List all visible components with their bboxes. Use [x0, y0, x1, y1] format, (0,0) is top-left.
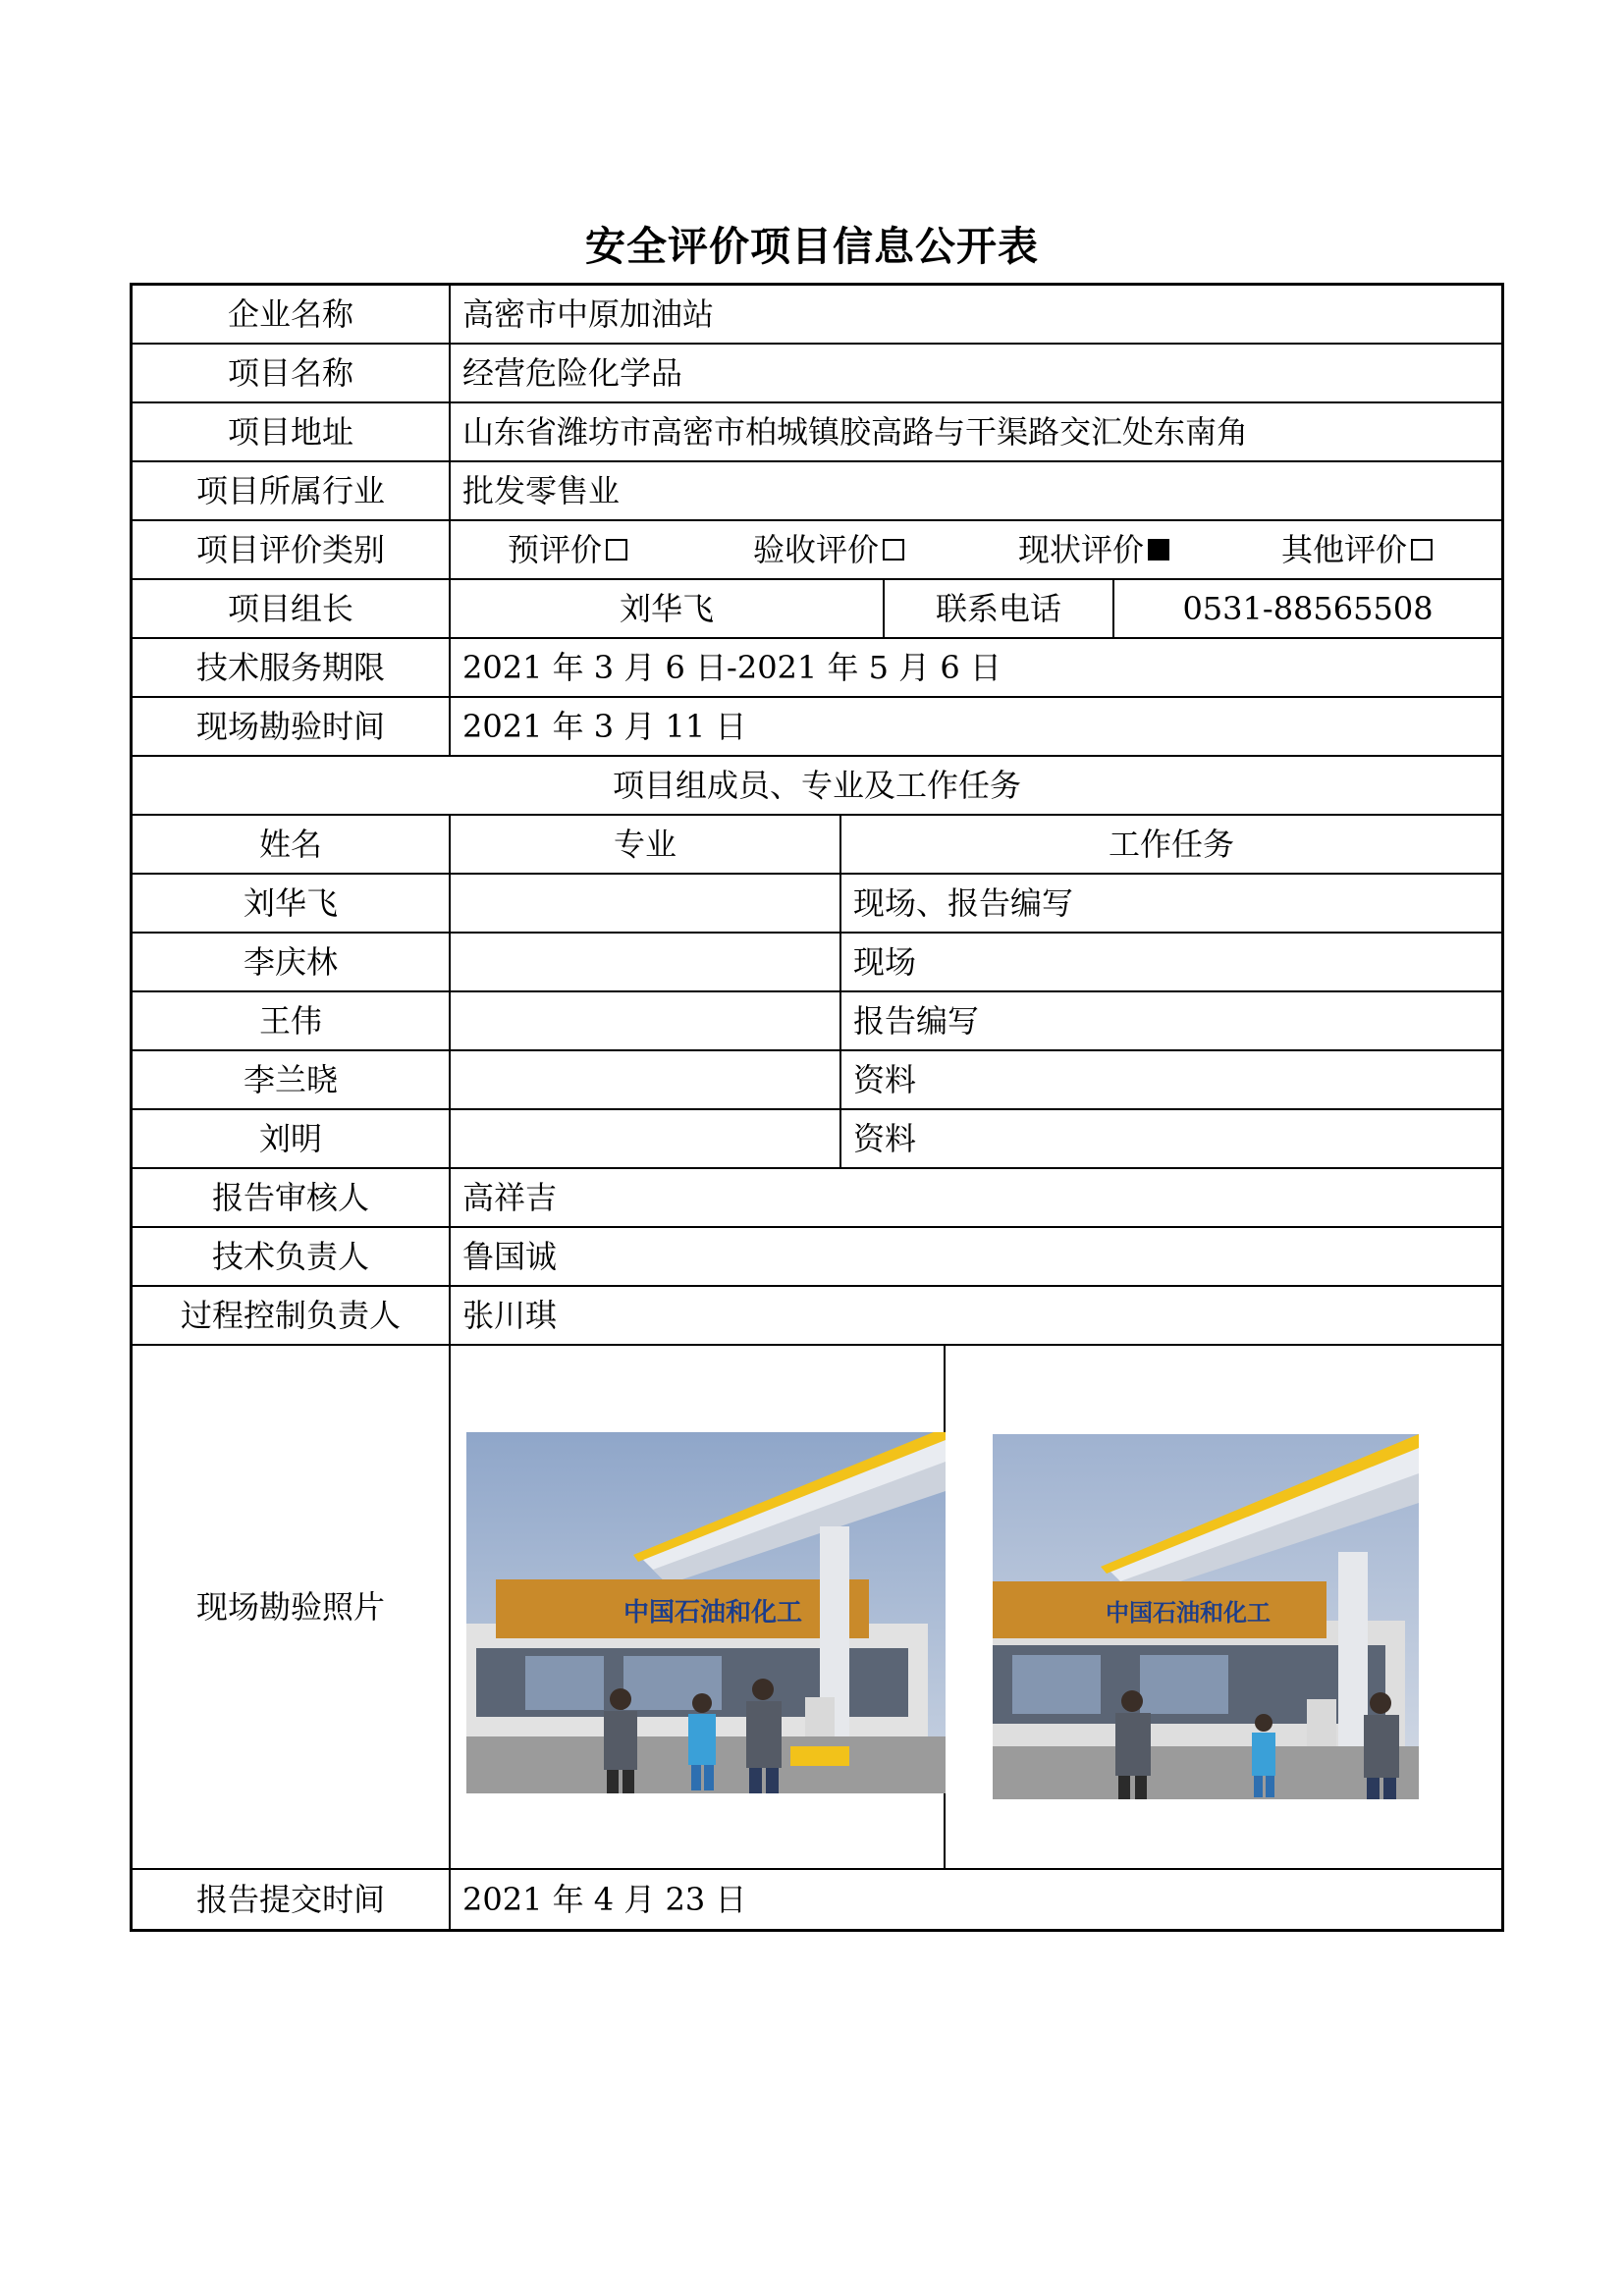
service-period-value: 2021 年 3 月 6 日-2021 年 5 月 6 日 [462, 649, 1001, 686]
phone-value: 0531-88565508 [1182, 590, 1434, 627]
signage-text: 中国石油和化工 [1106, 1599, 1271, 1627]
member-major [451, 875, 839, 932]
project-name-label: 项目名称 [227, 354, 353, 392]
option-label: 现状评价 [1018, 531, 1145, 568]
members-heading: 项目组成员、专业及工作任务 [612, 767, 1021, 804]
checkbox-icon[interactable] [1411, 539, 1433, 561]
option-label: 验收评价 [753, 531, 880, 568]
member-name: 李兰晓 [243, 1061, 338, 1098]
member-major [451, 1110, 839, 1167]
member-task: 现场、报告编写 [853, 884, 1074, 922]
member-task: 报告编写 [853, 1002, 980, 1040]
project-address-value: 山东省潍坊市高密市柏城镇胶高路与干渠路交汇处东南角 [462, 413, 1249, 451]
column-header-task: 工作任务 [1108, 826, 1234, 863]
evaluation-category-label: 项目评价类别 [195, 531, 385, 568]
process-control-value: 张川琪 [462, 1297, 558, 1334]
option-label: 预评价 [508, 531, 603, 568]
project-name-value: 经营危险化学品 [462, 354, 683, 392]
option-status-evaluation[interactable] [1018, 531, 1169, 568]
option-other-evaluation[interactable] [1281, 531, 1433, 568]
submit-date-label: 报告提交时间 [195, 1881, 385, 1918]
member-name: 李庆林 [243, 943, 338, 981]
survey-date-value: 2021 年 3 月 11 日 [462, 708, 747, 745]
member-name: 刘明 [258, 1120, 322, 1157]
industry-label: 项目所属行业 [195, 472, 385, 509]
page-title: 安全评价项目信息公开表 [585, 223, 1039, 270]
leader-value: 刘华飞 [619, 590, 714, 627]
member-task: 资料 [853, 1120, 917, 1157]
survey-date-label: 现场勘验时间 [195, 708, 385, 745]
site-photo-2 [993, 1434, 1419, 1799]
member-major [451, 934, 839, 990]
member-task: 资料 [853, 1061, 917, 1098]
reviewer-label: 报告审核人 [211, 1179, 369, 1216]
member-major [451, 1051, 839, 1108]
member-name: 王伟 [258, 1002, 322, 1040]
leader-label: 项目组长 [227, 590, 353, 627]
reviewer-value: 高祥吉 [462, 1179, 558, 1216]
tech-lead-label: 技术负责人 [211, 1238, 369, 1275]
service-period-label: 技术服务期限 [195, 649, 385, 686]
submit-date-value: 2021 年 4 月 23 日 [462, 1881, 747, 1918]
project-address-label: 项目地址 [227, 413, 353, 451]
tech-lead-value: 鲁国诚 [462, 1238, 558, 1275]
process-control-label: 过程控制负责人 [180, 1297, 401, 1334]
column-header-major: 专业 [613, 826, 677, 863]
member-task: 现场 [853, 943, 917, 981]
option-acceptance-evaluation[interactable] [753, 531, 904, 568]
column-header-name: 姓名 [258, 826, 322, 863]
phone-label: 联系电话 [935, 590, 1061, 627]
site-photo-1 [466, 1432, 946, 1793]
checkbox-icon[interactable] [883, 539, 904, 561]
member-major [451, 992, 839, 1049]
checkbox-icon[interactable] [606, 539, 627, 561]
option-pre-evaluation[interactable] [508, 531, 627, 568]
industry-value: 批发零售业 [462, 472, 621, 509]
member-name: 刘华飞 [243, 884, 338, 922]
site-photos-label: 现场勘验照片 [195, 1588, 385, 1626]
company-value: 高密市中原加油站 [462, 295, 715, 333]
info-table [130, 283, 1504, 1932]
signage-text: 中国石油和化工 [623, 1598, 803, 1628]
checked-checkbox-icon[interactable] [1148, 539, 1169, 561]
company-label: 企业名称 [227, 295, 353, 333]
evaluation-category-options [451, 521, 1501, 578]
option-label: 其他评价 [1281, 531, 1408, 568]
